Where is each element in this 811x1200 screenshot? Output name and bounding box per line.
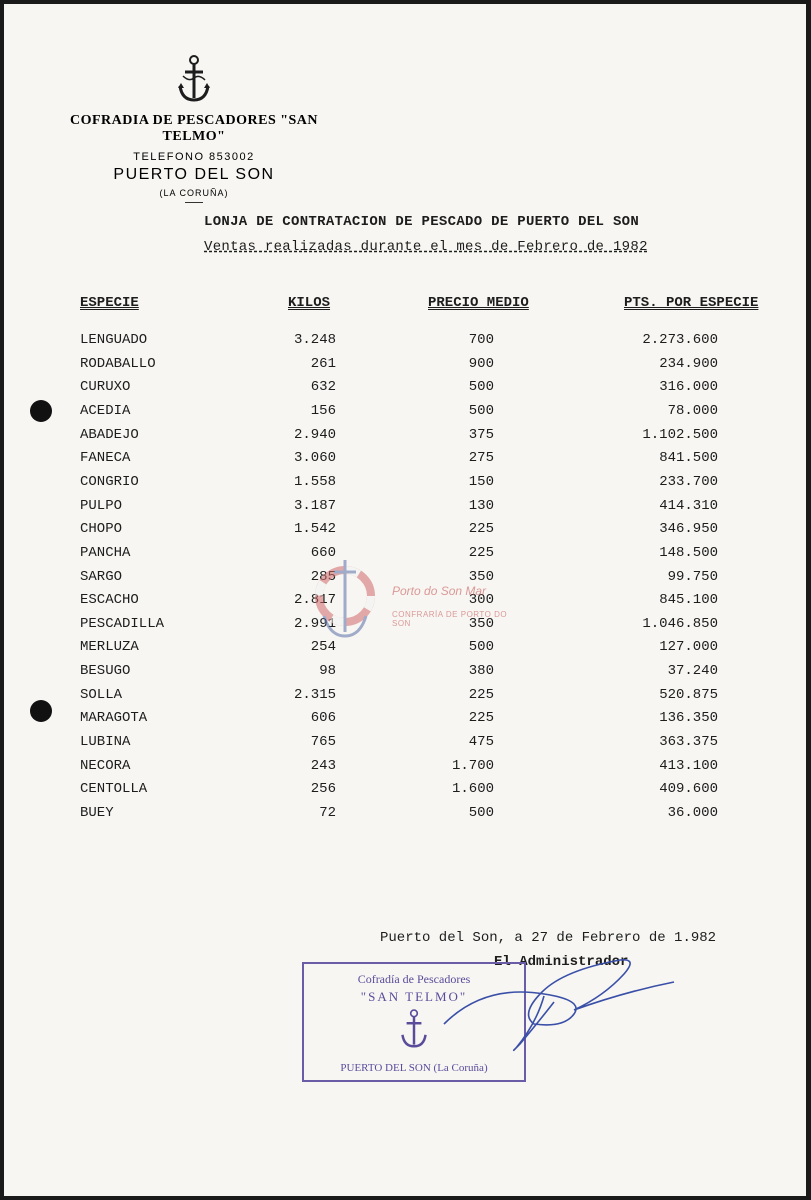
cell-pts: 148.500	[659, 544, 718, 561]
cell-precio: 350	[468, 615, 494, 632]
letterhead-province: (LA CORUÑA)	[159, 188, 229, 198]
cell-precio: 225	[468, 686, 494, 703]
cell-kilos: 1.558	[293, 473, 336, 490]
stamp-line-1: Cofradía de Pescadores	[357, 972, 471, 986]
cell-precio: 275	[468, 450, 494, 467]
cell-precio: 300	[468, 592, 494, 609]
cell-kilos: 261	[310, 355, 336, 372]
cell-kilos: 254	[310, 639, 336, 656]
table-row	[4, 781, 806, 804]
cell-kilos: 765	[310, 734, 336, 751]
cell-precio: 225	[468, 544, 494, 561]
cell-especie: BUEY	[80, 805, 114, 821]
cell-kilos: 632	[310, 379, 336, 396]
cell-especie: LENGUADO	[80, 332, 148, 348]
table-row	[4, 710, 806, 733]
cell-especie: CHOPO	[80, 521, 123, 538]
cell-pts: 99.750	[667, 568, 718, 585]
letterhead-org-name: COFRADIA DE PESCADORES "SAN TELMO"	[69, 113, 319, 144]
table-row	[4, 474, 806, 497]
cell-especie: RODABALLO	[80, 355, 156, 372]
column-header-precio: PRECIO MEDIO	[428, 295, 529, 311]
column-header-kilos: KILOS	[288, 295, 331, 311]
cell-especie: ACEDIA	[80, 402, 131, 419]
table-row	[4, 521, 806, 544]
table-row	[4, 450, 806, 473]
cell-pts: 316.000	[659, 379, 718, 396]
cell-especie: BESUGO	[80, 663, 131, 680]
cell-especie: ESCACHO	[80, 592, 139, 609]
cell-especie: SARGO	[80, 568, 123, 585]
cell-especie: MERLUZA	[80, 639, 139, 656]
cell-precio: 1.700	[451, 757, 494, 774]
watermark-subtitle: CONFRARÍA DE PORTO DO SON	[392, 610, 508, 628]
cell-pts: 233.700	[659, 473, 718, 490]
cell-especie: CURUXO	[80, 379, 131, 396]
column-header-especie: ESPECIE	[80, 295, 139, 311]
table-row	[4, 379, 806, 402]
cell-especie: PANCHA	[80, 544, 131, 561]
table-row	[4, 687, 806, 710]
cell-pts: 234.900	[659, 355, 718, 372]
cell-precio: 500	[468, 639, 494, 656]
document-page	[4, 4, 806, 1196]
table-row	[4, 356, 806, 379]
letterhead-port: PUERTO DEL SON	[113, 166, 275, 183]
anchor-icon	[177, 54, 211, 104]
cell-precio: 700	[468, 332, 494, 348]
cell-pts: 413.100	[659, 757, 718, 774]
table-row	[4, 758, 806, 781]
cell-kilos: 2.817	[293, 592, 336, 609]
cell-pts: 845.100	[659, 592, 718, 609]
cell-precio: 475	[468, 734, 494, 751]
cell-kilos: 2.940	[293, 426, 336, 443]
cell-kilos: 156	[310, 402, 336, 419]
cell-pts: 36.000	[667, 805, 718, 821]
watermark	[310, 552, 510, 652]
cell-precio: 1.600	[451, 781, 494, 798]
cell-precio: 500	[468, 805, 494, 821]
cell-especie: MARAGOTA	[80, 710, 148, 727]
cell-pts: 78.000	[667, 402, 718, 419]
cell-kilos: 2.315	[293, 686, 336, 703]
table-row	[4, 734, 806, 757]
cell-especie: NECORA	[80, 757, 131, 774]
cell-especie: PESCADILLA	[80, 615, 165, 632]
cell-kilos: 606	[310, 710, 336, 727]
cell-kilos: 660	[310, 544, 336, 561]
cell-pts: 127.000	[659, 639, 718, 656]
cell-especie: ABADEJO	[80, 426, 139, 443]
cell-especie: LUBINA	[80, 734, 131, 751]
cell-pts: 1.046.850	[642, 615, 718, 632]
table-row	[4, 805, 806, 828]
cell-pts: 841.500	[659, 450, 718, 467]
cell-pts: 1.102.500	[642, 426, 718, 443]
document-subtitle: Ventas realizadas durante el mes de Febrero de 1982	[204, 239, 648, 255]
letterhead	[44, 54, 344, 203]
cell-kilos: 285	[310, 568, 336, 585]
cell-pts: 363.375	[659, 734, 718, 751]
cell-pts: 37.240	[667, 663, 718, 680]
cell-precio: 225	[468, 710, 494, 727]
cell-precio: 225	[468, 521, 494, 538]
cell-kilos: 72	[319, 805, 336, 821]
cell-kilos: 3.248	[293, 332, 336, 348]
cell-pts: 520.875	[659, 686, 718, 703]
letterhead-telephone: TELEFONO 853002	[133, 151, 255, 163]
cell-kilos: 98	[319, 663, 336, 680]
letterhead-rule	[185, 202, 203, 203]
table-row	[4, 403, 806, 426]
cell-pts: 136.350	[659, 710, 718, 727]
table-row	[4, 663, 806, 686]
cell-kilos: 243	[310, 757, 336, 774]
watermark-title: Porto do Son Mar	[392, 584, 487, 598]
cell-kilos: 2.991	[293, 615, 336, 632]
cell-precio: 500	[468, 402, 494, 419]
cell-precio: 130	[468, 497, 494, 514]
footer-date-line: Puerto del Son, a 27 de Febrero de 1.982	[380, 930, 717, 946]
table-row	[4, 427, 806, 450]
cell-precio: 380	[468, 663, 494, 680]
cell-precio: 375	[468, 426, 494, 443]
column-header-pts: PTS. POR ESPECIE	[624, 295, 759, 311]
cell-pts: 409.600	[659, 781, 718, 798]
stamp-line-3: PUERTO DEL SON (La Coruña)	[340, 1062, 488, 1074]
cell-kilos: 3.060	[293, 450, 336, 467]
footer-signer: El Administrador	[494, 954, 629, 970]
cell-precio: 500	[468, 379, 494, 396]
cell-pts: 414.310	[659, 497, 718, 514]
cell-kilos: 1.542	[293, 521, 336, 538]
lifebuoy-anchor-icon	[310, 552, 380, 642]
stamp-line-2: "SAN TELMO"	[360, 989, 468, 1004]
document-title: LONJA DE CONTRATACION DE PESCADO DE PUERTO DEL SON	[204, 214, 640, 230]
cell-especie: CENTOLLA	[80, 781, 148, 798]
cell-especie: SOLLA	[80, 686, 123, 703]
cell-precio: 150	[468, 473, 494, 490]
signature	[424, 944, 684, 1064]
cell-especie: FANECA	[80, 450, 131, 467]
cell-precio: 350	[468, 568, 494, 585]
cell-kilos: 3.187	[293, 497, 336, 514]
table-row	[4, 332, 806, 355]
table-row	[4, 498, 806, 521]
cell-pts: 346.950	[659, 521, 718, 538]
cell-pts: 2.273.600	[642, 332, 718, 348]
cell-especie: CONGRIO	[80, 473, 139, 490]
cell-precio: 900	[468, 355, 494, 372]
cell-kilos: 256	[310, 781, 336, 798]
cell-especie: PULPO	[80, 497, 123, 514]
